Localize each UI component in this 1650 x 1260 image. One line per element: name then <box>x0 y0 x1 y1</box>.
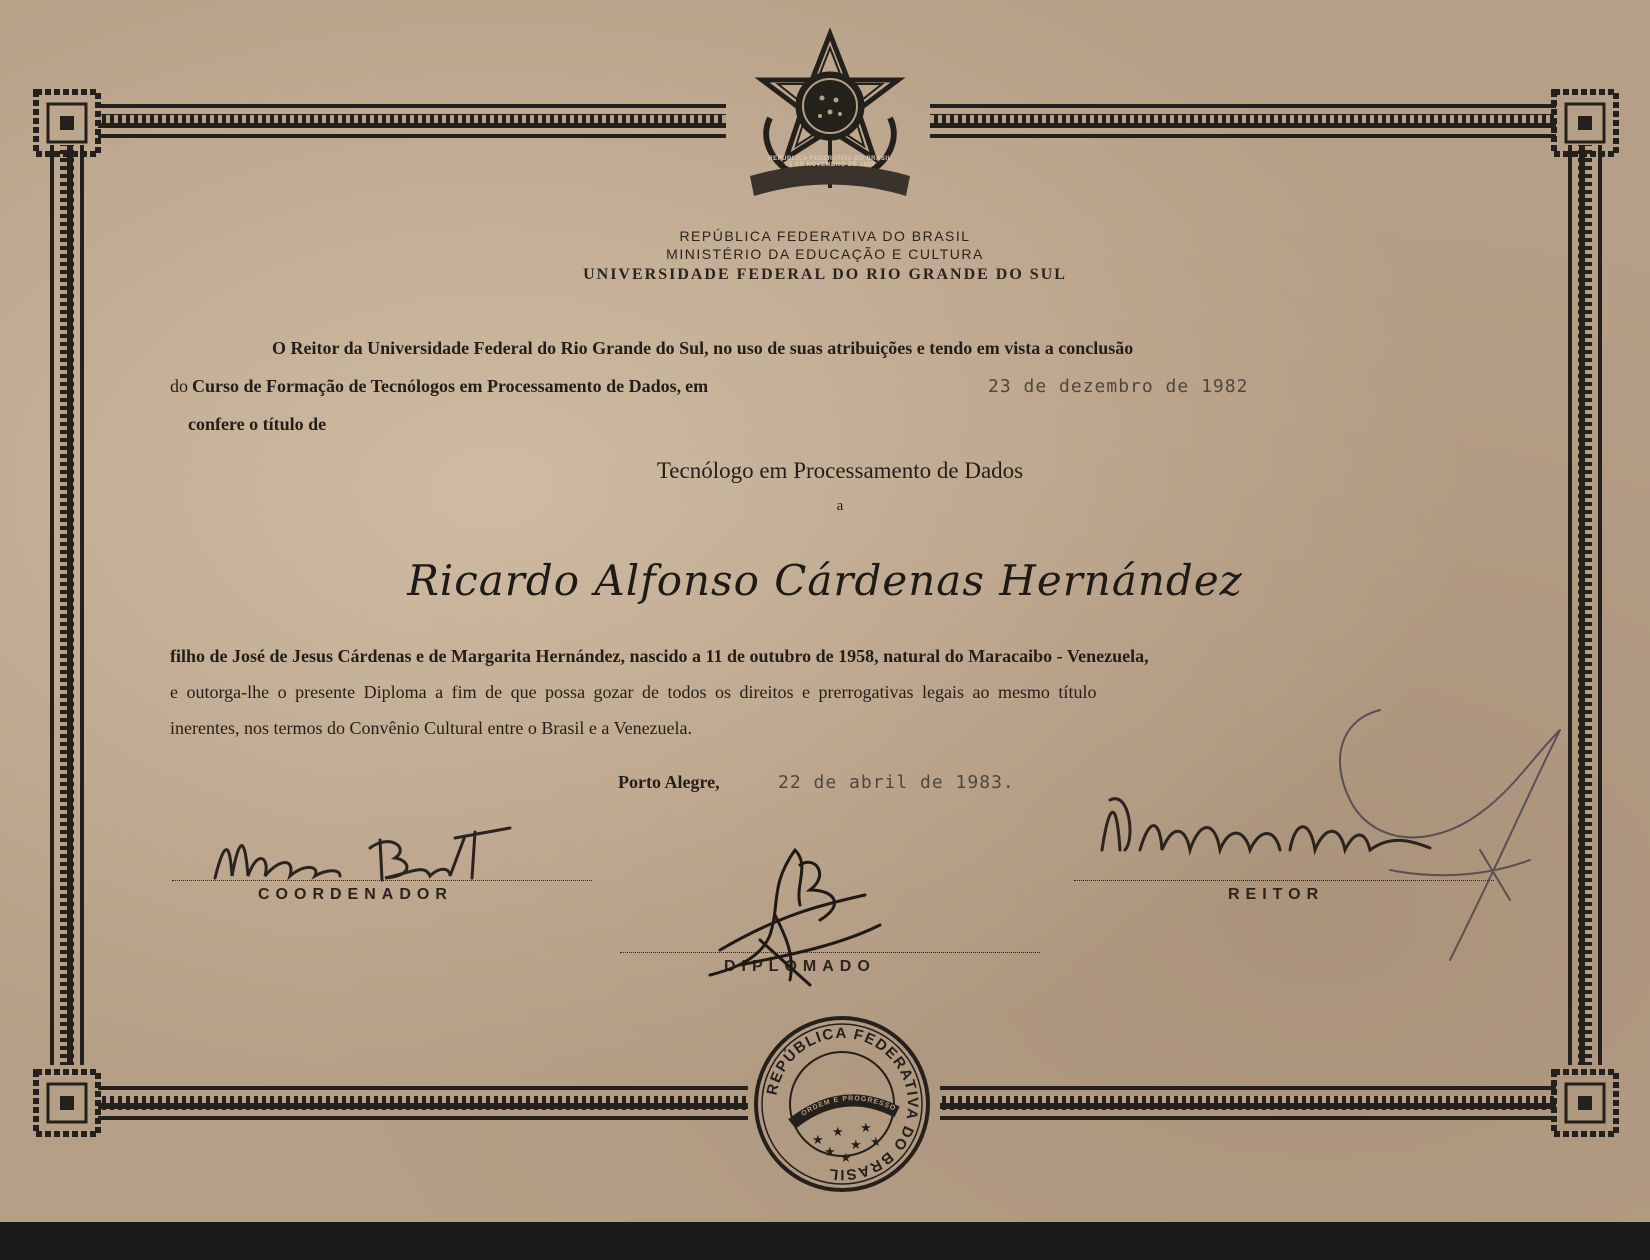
intro-line-1: O Reitor da Universidade Federal do Rio Grande do Sul, no uso de suas atribuições e tendo em vista a conclusão <box>272 338 1134 358</box>
svg-text:★: ★ <box>850 1138 862 1153</box>
intro-line-2-suffix: em <box>685 376 709 396</box>
svg-text:★: ★ <box>840 1151 852 1166</box>
place: Porto Alegre, <box>618 772 720 792</box>
bottom-official-seal <box>752 1014 932 1194</box>
issue-date: 22 de abril de 1983. <box>778 772 1015 793</box>
border-top-left <box>98 104 726 138</box>
corner-ornament-bottom-left <box>36 1072 98 1134</box>
svg-text:★: ★ <box>860 1121 872 1136</box>
coat-of-arms-ring-top: REPÚBLICA FEDERATIVA DO BRASIL <box>768 156 892 162</box>
graduate-signature <box>700 845 890 990</box>
corner-ornament-top-left <box>36 92 98 154</box>
bottom-seal-ring-text: REPÚBLICA FEDERATIVA DO BRASIL <box>763 1024 922 1184</box>
coat-of-arms-ring-bottom: 15 DE NOVEMBRO DE 1889 <box>785 162 875 168</box>
intro-line-2-prefix: do <box>170 376 188 396</box>
coordinator-signature <box>210 818 540 898</box>
bottom-dark-strip <box>0 1222 1650 1260</box>
details-line-2: e outorga-lhe o presente Diploma a fim de que possa gozar de todos os direitos e prerrogativas legais ao mesmo título <box>170 682 1097 702</box>
preposition-a: a <box>836 498 844 514</box>
intro-line-2 <box>170 376 708 397</box>
svg-text:★: ★ <box>870 1135 882 1150</box>
corner-ornament-bottom-right <box>1554 1072 1616 1134</box>
bottom-seal-band-text: ORDEM E PROGRESSO <box>800 1095 898 1118</box>
svg-text:★: ★ <box>824 1145 836 1160</box>
header-republic: REPÚBLICA FEDERATIVA DO BRASIL <box>679 228 971 244</box>
border-bottom-left <box>98 1086 748 1120</box>
details-line-3: inerentes, nos termos do Convênio Cultural entre o Brasil e a Venezuela. <box>170 718 693 738</box>
recipient-name: Ricardo Alfonso Cárdenas Hernández <box>407 556 1243 605</box>
corner-ornament-top-right <box>1554 92 1616 154</box>
header-ministry: MINISTÉRIO DA EDUCAÇÃO E CULTURA <box>666 246 984 262</box>
coat-of-arms-emblem <box>740 28 920 200</box>
svg-text:★: ★ <box>832 1125 844 1140</box>
rector-signature <box>1090 700 1590 980</box>
graduate-label: DIPLOMADO <box>724 958 876 975</box>
border-top-right <box>930 104 1556 138</box>
details-line-1: filho de José de Jesus Cárdenas e de Margarita Hernández, nascido a 11 de outubro de 1958, natural do Maracaibo - Venezuela, <box>170 646 1149 666</box>
border-bottom-right <box>940 1086 1556 1120</box>
conclusion-date: 23 de dezembro de 1982 <box>988 376 1249 397</box>
header-university: UNIVERSIDADE FEDERAL DO RIO GRANDE DO SUL <box>583 266 1067 283</box>
degree-title: Tecnólogo em Processamento de Dados <box>656 458 1024 483</box>
intro-line-3: confere o título de <box>188 414 327 434</box>
course-name: Curso de Formação de Tecnólogos em Processamento de Dados, <box>192 376 682 396</box>
svg-text:★: ★ <box>812 1133 824 1148</box>
coordinator-label: COORDENADOR <box>258 886 453 903</box>
rector-label: REITOR <box>1228 886 1325 903</box>
